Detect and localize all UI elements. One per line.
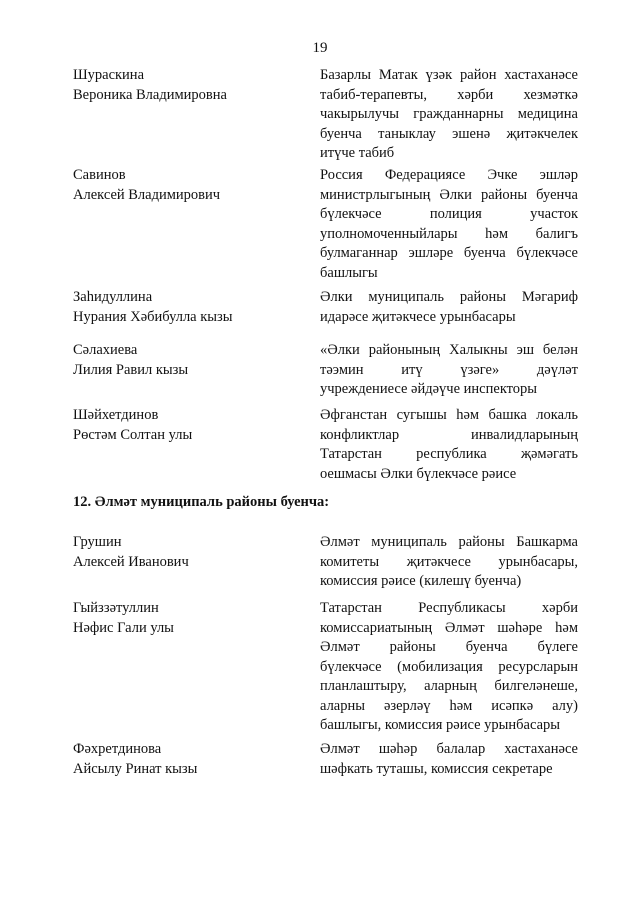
role-line: тәэмин итү үзәге» дәүләт	[320, 361, 578, 378]
role-line: конфликтлар инвалидларының	[320, 426, 578, 443]
role-line: башлыгы, комиссия рәисе урынбасары	[320, 717, 561, 733]
member-name	[73, 533, 293, 572]
member-role	[320, 288, 578, 327]
member-name	[73, 740, 293, 779]
role-line: буенча таныклау эшенә җитәкчелек	[320, 125, 578, 142]
member-surname: Сәлахиева	[73, 342, 138, 358]
role-line: шәфкать туташы, комиссия секретаре	[320, 760, 553, 777]
role-line: Татарстан республика җәмәгать	[320, 446, 578, 462]
role-line: министрлыгының Әлки районы буенча	[320, 186, 578, 203]
member-given-names: Рөстәм Солтан улы	[73, 426, 193, 443]
member-role	[320, 599, 578, 736]
member-name	[73, 288, 293, 327]
member-given-names: Нурания Хәбибулла кызы	[73, 308, 233, 325]
role-line: итүче табиб	[320, 145, 395, 161]
member-name	[73, 166, 293, 205]
role-line: «Әлки районының Халыкны эш белән	[320, 342, 578, 358]
member-surname: Грушин	[73, 534, 122, 550]
role-line: Әфганстан сугышы һәм башка локаль	[320, 407, 578, 423]
role-line: табиб-терапевты, хәрби хезмәткә	[320, 86, 578, 103]
role-line: учреждениесе әйдәүче инспекторы	[320, 381, 538, 397]
role-line: комитеты җитәкчесе урынбасары,	[320, 553, 578, 570]
role-line: оешмасы Әлки бүлекчәсе рәисе	[320, 465, 517, 482]
role-line: Россия Федерациясе Эчке эшләр	[320, 167, 578, 183]
member-given-names: Нәфис Гали улы	[73, 619, 174, 636]
member-name	[73, 599, 293, 638]
role-line: булмаганнар эшләре буенча бүлекчәсе	[320, 245, 578, 261]
member-role	[320, 533, 578, 592]
role-line: комиссия рәисе (килешү буенча)	[320, 573, 522, 589]
role-line: уполномоченныйлары һәм балигъ	[320, 225, 578, 242]
page-number: 19	[312, 40, 328, 56]
role-line: Татарстан Республикасы хәрби	[320, 600, 578, 616]
role-line: Әлмәт шәһәр балалар хастаханәсе	[320, 741, 578, 757]
member-surname: Шәйхетдинов	[73, 407, 159, 423]
member-surname: Савинов	[73, 167, 126, 183]
role-line: Әлки муниципаль районы Мәгариф	[320, 289, 578, 305]
role-line: аларны әзерләү һәм исәпкә алу)	[320, 697, 578, 714]
member-given-names: Алексей Владимирович	[73, 186, 221, 203]
member-name	[73, 406, 293, 445]
role-line: Базарлы Матак үзәк район хастаханәсе	[320, 67, 578, 83]
member-given-names: Айсылу Ринат кызы	[73, 760, 198, 777]
member-surname: Шураскина	[73, 67, 144, 83]
role-line: комиссариатының Әлмәт шәһәре һәм	[320, 619, 578, 636]
role-line: Әлмәт муниципаль районы Башкарма	[320, 534, 578, 550]
role-line: бүлекчәсе полиция участок	[320, 206, 578, 222]
member-surname: Фәхретдинова	[73, 741, 162, 757]
member-role	[320, 341, 578, 400]
member-role	[320, 166, 578, 283]
member-role	[320, 406, 578, 484]
member-surname: Заһидуллина	[73, 289, 153, 305]
section-heading: 12. Әлмәт муниципаль районы буенча:	[73, 494, 330, 510]
member-role	[320, 66, 578, 164]
role-line: чакырылучы гражданнарны медицина	[320, 106, 578, 122]
member-name	[73, 66, 293, 105]
member-name	[73, 341, 293, 380]
role-line: Әлмәт районы буенча бүлеге	[320, 639, 578, 655]
role-line: башлыгы	[320, 264, 378, 281]
role-line: планлаштыру, аларның билгеләнеше,	[320, 678, 578, 694]
member-given-names: Лилия Равил кызы	[73, 361, 189, 378]
member-role	[320, 740, 578, 779]
member-surname: Гыйззәтуллин	[73, 600, 159, 616]
member-given-names: Алексей Иванович	[73, 553, 189, 570]
role-line: идарәсе җитәкчесе урынбасары	[320, 308, 516, 325]
role-line: бүлекчәсе (мобилизация ресурсларын	[320, 658, 578, 675]
member-given-names: Вероника Владимировна	[73, 86, 227, 103]
